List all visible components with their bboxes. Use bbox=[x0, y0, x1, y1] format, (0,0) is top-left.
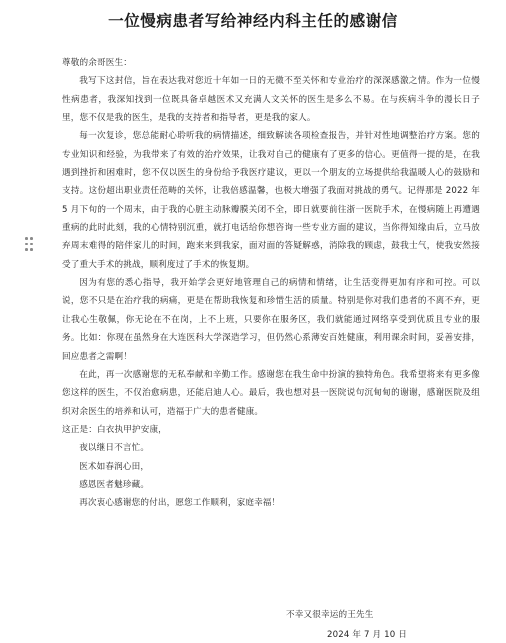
letter-title: 一位慢病患者写给神经内科主任的感谢信 bbox=[108, 12, 398, 30]
letter-date: 2024 年 7 月 10 日 bbox=[327, 630, 407, 640]
letter-paragraph: 在此，再一次感谢您的无私奉献和辛勤工作。感谢您在我生命中扮演的独特角色。我希望将来有更多像您这样的医生，不仅治愈病患，还能启迪人心。最后，我也想对县一医院说句沉甸甸的谢谢，感谢医院及组织对余医生的培养和认可，造福于广大的患者健康。 bbox=[62, 369, 480, 417]
letter-body bbox=[62, 54, 480, 513]
poem-line: 这正是：白衣执甲护安康， bbox=[62, 424, 167, 435]
letter-paragraph: 因为有您的悉心指导，我开始学会更好地管理自己的病情和情绪，让生活变得更加有序和可控。可以说，您不只是在治疗我的病痛，更是在帮助我恢复和珍惜生活的质量。特别是你对我们患者的不离不弃，更让我心生敬佩，你无论在不在岗，上不上班，只要你在服务区，我们就能通过网络享受到优质且专业的服务。比如：你现在虽然身在大连医科大学深造学习，但仍然心系薄安百姓健康，利用课余时间，妥善安排，回应患者之需啊！ bbox=[62, 278, 480, 362]
poem-line: 感恩医者魅珍藏。 bbox=[79, 479, 150, 490]
letter-paragraph: 每一次复诊，您总能耐心聆听我的病情描述，细致解读各项检查报告，并针对性地调整治疗方案。您的专业知识和经验，为我带来了有效的治疗效果，让我对自己的健康有了更多的信心。更值得一提的是，在我遇到挫折和困难时，您不仅以医生的身份给予我医疗建议，更以一个朋友的立场提供给我温暖人心的鼓励和支持。这份超出职业责任范畴的关怀，让我倍感温馨，也极大增强了我面对挑战的勇气。记得那是 2022 年 5 月下旬的一个周末，由于我的心脏主动脉瓣膜关闭不全，即日就要前往浙一医院手术，在慢病随上再遭遇重病的此时此刻，我的心情特别沉重，就打电话给你想咨询一些专业方面的建议，当你得知缘由后，立马放弃周末难得的陪伴家儿的时间，跑来来到我家，面对面的答疑解惑，消除我的顾虑，鼓我士气，使我安然接受了重大手术的挑战，顺利度过了手术的恢复期。 bbox=[62, 131, 480, 270]
letter-paragraph: 我写下这封信，旨在表达我对您近十年如一日的无微不至关怀和专业治疗的深深感激之情。作为一位慢性病患者，我深知找到一位既具备卓越医术又充满人文关怀的医生是多么不易。在与疾病斗争的漫长日子里，您不仅是我的医生，是我的支持者和指导者，更是我的家人。 bbox=[62, 76, 480, 124]
signature: 不幸又很幸运的王先生 bbox=[286, 610, 374, 620]
letter-greeting: 尊敬的余哥医生： bbox=[62, 58, 132, 68]
letter-closing: 再次衷心感谢您的付出，愿您工作顺利，家庭幸福！ bbox=[79, 498, 281, 509]
poem-line: 夜以继日不言忙。 bbox=[79, 443, 150, 454]
poem-block bbox=[62, 421, 480, 494]
drag-handle-icon[interactable] bbox=[25, 237, 33, 251]
poem-line: 医术如春润心田， bbox=[79, 461, 150, 472]
